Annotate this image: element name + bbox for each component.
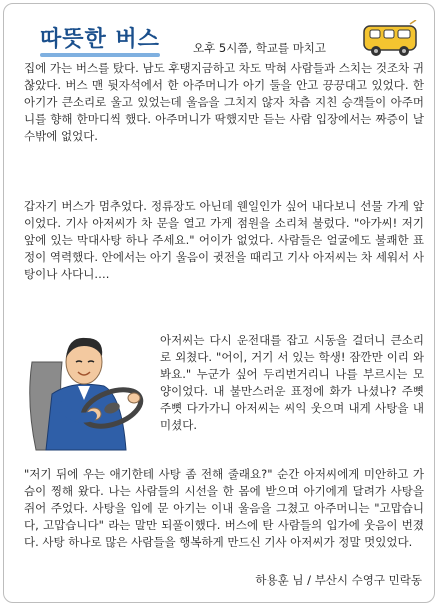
story-paragraph-3: 아저씨는 다시 운전대를 잡고 시동을 걸더니 큰소리로 외쳤다. "어이, 거기 서 있는 학생! 잠깐만 이리 와 봐요." 누군가 싶어 두리번거리니 나를 부르시는 모양이었다. 내 불만스러운 표정에 화가 나셨나? 주뼛주뼛 다가가니 아저씨는 씨익 웃으며 내게 사탕을 내미셨다.: [160, 333, 424, 432]
school-bus-icon: [362, 20, 420, 60]
title-underline: [40, 53, 160, 57]
story-paragraph-2: 갑자기 버스가 멈추었다. 정류장도 아닌데 웬일인가 싶어 내다보니 선물 가게 앞이었다. 기사 아저씨가 차 문을 열고 가게 점원을 소리쳐 불렀다. "아가씨! 저기 앞에 있는 막대사탕 하나 주세요." 어이가 없었다. 사람들은 얼굴에도 불쾌한 표정이 역력했다. 안에서는 아기 울음이 귓전을 때리고 기사 아저씨는 차 세워서 사탕이나 사다니….: [24, 199, 424, 281]
time-intro: 오후 5시쯤, 학교를 마치고: [193, 41, 327, 55]
bus-driver-icon: [22, 322, 150, 454]
story-paragraph-1: 집에 가는 버스를 탔다. 남도 후탱지금하고 차도 막혀 사람들과 스치는 것조차 귀찮았다. 버스 맨 뒷자석에서 한 아주머니가 아기 둘을 안고 끙끙대고 있었다. 한 아기가 큰소리로 울고 있었는데 울음을 그치지 않자 차츰 지친 승객들이 아주머니를 향해 한마디씩 했다. 아주머니가 딱했지만 듣는 사람 입장에서는 짜증이 날 수밖에 없었다.: [24, 61, 424, 143]
story-paragraph-4: "저기 뒤에 우는 애기한테 사탕 좀 전해 줄래요?" 순간 아저씨에게 미안하고 가슴이 찡해 왔다. 나는 사람들의 시선을 한 몸에 받으며 아기에게 달려가 사탕을 쥐어 주었다. 사탕을 입에 문 아기는 이내 울음을 그쳤고 아주머니는 "고맙습니다, 고맙습니다" 라는 말만 되풀이했다. 버스에 탄 사람들의 입가에 웃음이 번졌다. 사탕 하나로 많은 사람들을 행복하게 만드신 기사 아저씨가 정말 멋있었다.: [24, 467, 424, 549]
author-signature: 하용훈 님 / 부산시 수영구 민락동: [255, 573, 422, 587]
story-title: 따뜻한 버스: [40, 27, 160, 52]
